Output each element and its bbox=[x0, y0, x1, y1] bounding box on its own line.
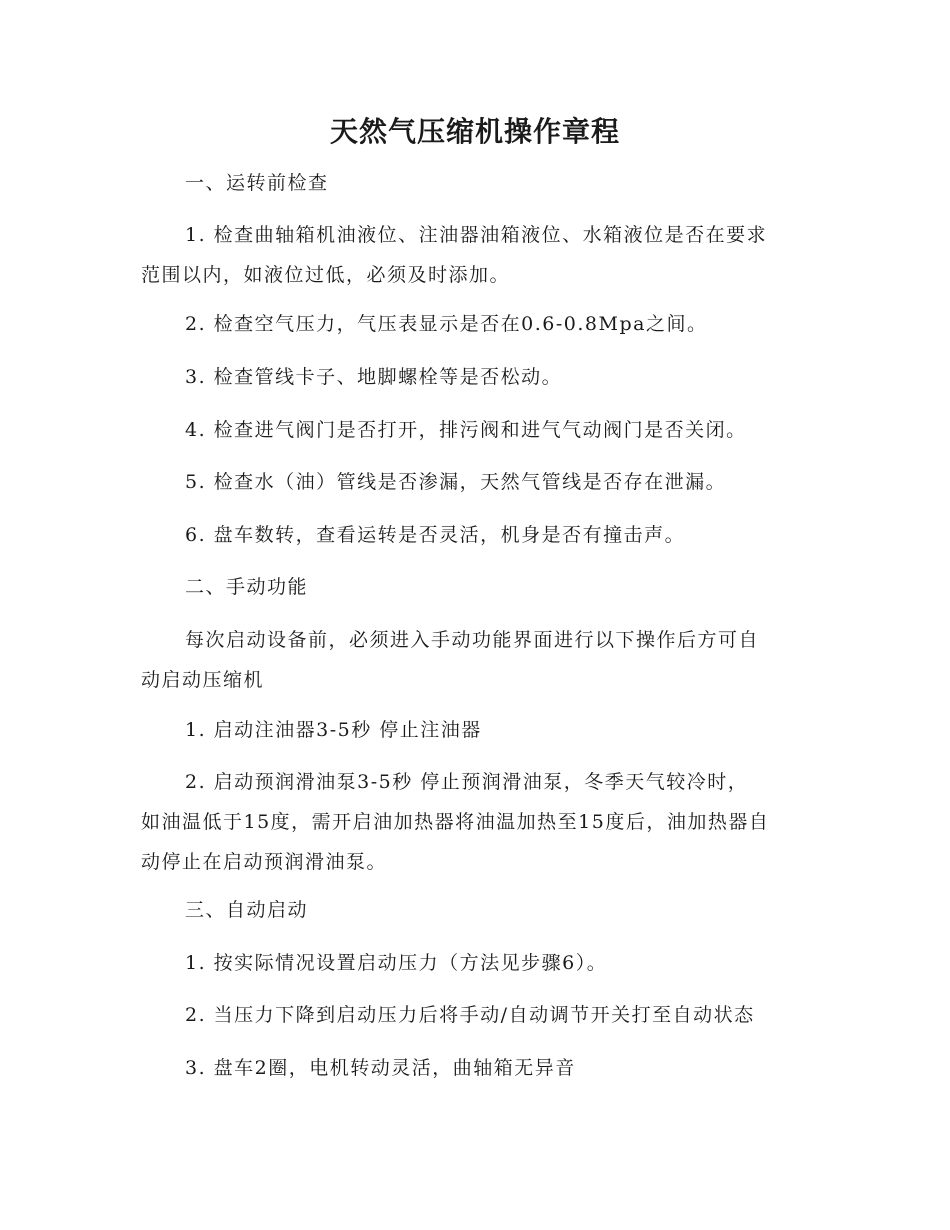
paragraph-3-1: 1. 按实际情况设置启动压力（方法见步骤6）。 bbox=[185, 952, 608, 974]
paragraph-line: 1. 检查曲轴箱机油液位、注油器油箱液位、水箱液位是否在要求 bbox=[185, 224, 768, 246]
paragraph-1-5: 5. 检查水（油）管线是否渗漏，天然气管线是否存在泄漏。 bbox=[185, 471, 727, 493]
section-heading-1: 一、运转前检查 bbox=[185, 172, 329, 194]
paragraph-3-3: 3. 盘车2圈，电机转动灵活，曲轴箱无异音 bbox=[185, 1057, 576, 1079]
paragraph-1-4: 4. 检查进气阀门是否打开，排污阀和进气气动阀门是否关闭。 bbox=[185, 419, 747, 441]
section-heading-3: 三、自动启动 bbox=[185, 899, 309, 921]
paragraph-line: 每次启动设备前，必须进入手动功能界面进行以下操作后方可自 bbox=[185, 629, 760, 651]
paragraph-line: 动停止在启动预润滑油泵。 bbox=[141, 851, 388, 873]
paragraph-line: 动启动压缩机 bbox=[141, 669, 265, 691]
paragraph-2-2 bbox=[141, 762, 821, 882]
paragraph-1-1 bbox=[141, 215, 821, 295]
paragraph-2-1: 1. 启动注油器3-5秒 停止注油器 bbox=[185, 719, 482, 741]
paragraph-line: 范围以内，如液位过低，必须及时添加。 bbox=[141, 264, 511, 286]
section-heading-2: 二、手动功能 bbox=[185, 576, 309, 598]
paragraph-1-6: 6. 盘车数转，查看运转是否灵活，机身是否有撞击声。 bbox=[185, 524, 686, 546]
paragraph-3-2: 2. 当压力下降到启动压力后将手动/自动调节开关打至自动状态 bbox=[185, 1004, 755, 1026]
paragraph-1-3: 3. 检查管线卡子、地脚螺栓等是否松动。 bbox=[185, 366, 563, 388]
paragraph-line: 2. 启动预润滑油泵3-5秒 停止预润滑油泵，冬季天气较冷时， bbox=[185, 771, 749, 793]
paragraph-1-2: 2. 检查空气压力，气压表显示是否在0.6-0.8Mpa之间。 bbox=[185, 313, 708, 335]
paragraph-2-intro bbox=[141, 620, 821, 700]
document-title: 天然气压缩机操作章程 bbox=[329, 115, 620, 148]
paragraph-line: 如油温低于15度，需开启油加热器将油温加热至15度后，油加热器自 bbox=[141, 811, 770, 833]
